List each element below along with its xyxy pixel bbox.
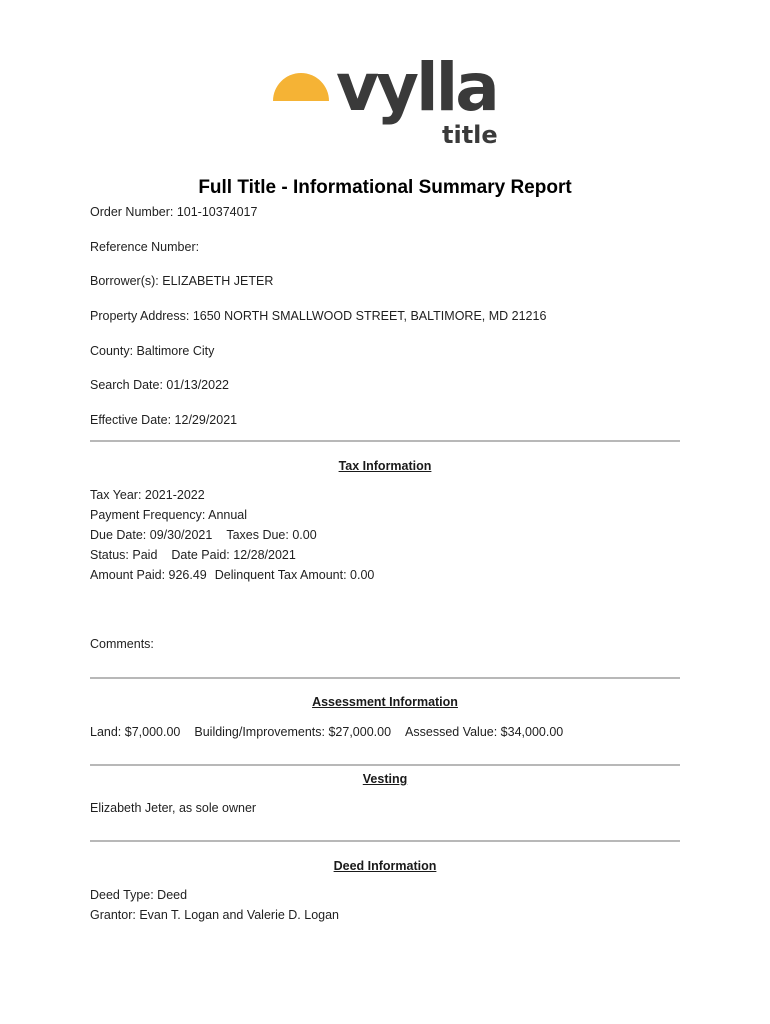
status: Status: Paid (90, 548, 158, 562)
order-number: Order Number: 101-10374017 (90, 205, 258, 219)
reference-number: Reference Number: (90, 240, 200, 254)
deed-type: Deed Type: Deed (90, 888, 188, 902)
divider (90, 840, 680, 842)
assessment-information-heading: Assessment Information (312, 695, 458, 709)
delinquent-tax-amount: Delinquent Tax Amount: 0.00 (214, 568, 375, 582)
logo-wordmark: vylla (336, 49, 497, 126)
divider (90, 677, 680, 679)
due-date-row (90, 528, 317, 542)
tax-information-heading: Tax Information (338, 459, 432, 473)
vylla-title-logo (270, 49, 500, 157)
amount-paid: Amount Paid: 926.49 (90, 568, 207, 582)
divider (90, 440, 680, 442)
deed-information-heading: Deed Information (333, 859, 437, 873)
divider (90, 764, 680, 766)
grantor: Grantor: Evan T. Logan and Valerie D. Logan (90, 908, 340, 922)
county: County: Baltimore City (90, 344, 215, 358)
assessment-row (90, 725, 563, 739)
search-date: Search Date: 01/13/2022 (90, 378, 229, 392)
comments: Comments: (90, 637, 154, 651)
sun-logo-icon (273, 73, 329, 101)
assessed-value: Assessed Value: $34,000.00 (405, 725, 564, 739)
effective-date: Effective Date: 12/29/2021 (90, 413, 238, 427)
logo-subtitle: title (442, 121, 498, 149)
date-paid: Date Paid: 12/28/2021 (171, 548, 296, 562)
property-address: Property Address: 1650 NORTH SMALLWOOD STREET, BALTIMORE, MD 21216 (90, 309, 547, 323)
borrowers: Borrower(s): ELIZABETH JETER (90, 274, 274, 288)
amount-paid-row (90, 568, 374, 582)
vesting-heading: Vesting (362, 772, 408, 786)
taxes-due: Taxes Due: 0.00 (226, 528, 317, 542)
status-row (90, 548, 296, 562)
report-title: Full Title - Informational Summary Report (198, 177, 572, 198)
payment-frequency: Payment Frequency: Annual (90, 508, 248, 522)
building-value: Building/Improvements: $27,000.00 (194, 725, 392, 739)
tax-year: Tax Year: 2021-2022 (90, 488, 205, 502)
vesting-text: Elizabeth Jeter, as sole owner (90, 801, 257, 815)
land-value: Land: $7,000.00 (90, 725, 181, 739)
due-date: Due Date: 09/30/2021 (90, 528, 213, 542)
